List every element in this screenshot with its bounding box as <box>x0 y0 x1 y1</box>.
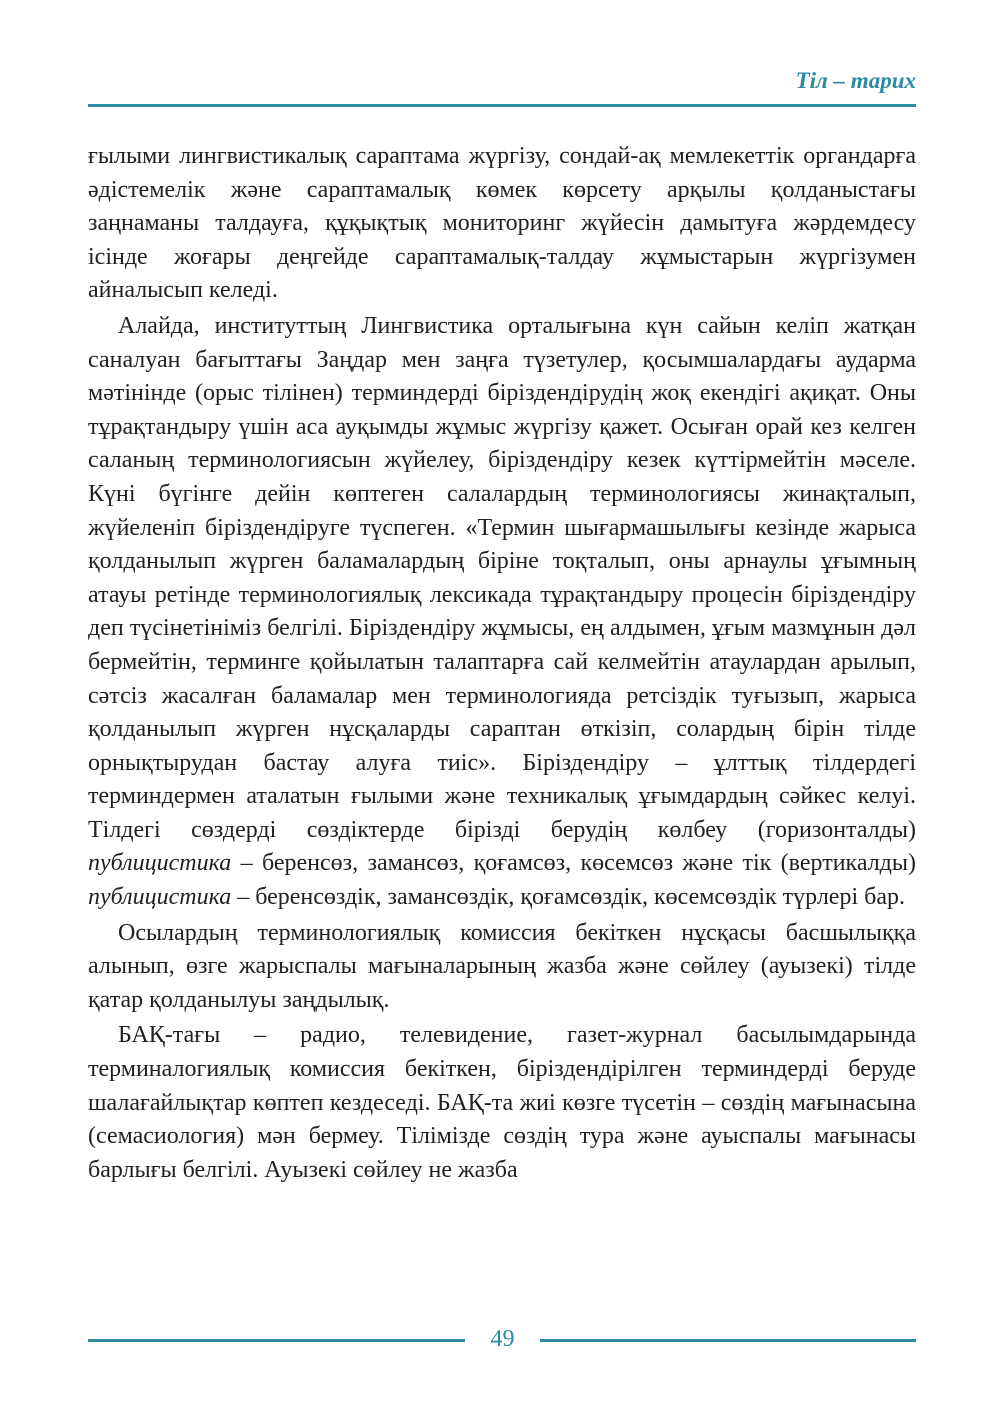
italic-term-1: публицистика <box>88 850 232 877</box>
footer-divider-left <box>88 1339 465 1342</box>
paragraph-2-part-b: – беренсөз, замансөз, қоғамсөз, көсемсөз және тік (вертикалды) <box>240 850 916 877</box>
paragraph-2 <box>88 310 916 915</box>
paragraph-2-part-c: – беренсөздік, замансөздік, қоғамсөздік, көсемсөздік түрлері бар. <box>237 884 905 911</box>
page-body <box>88 140 916 1189</box>
running-header-title: Тіл – тарих <box>795 68 916 93</box>
italic-term-2: публицистика <box>88 884 232 911</box>
header-divider <box>88 104 916 107</box>
paragraph-3: Осылардың терминологиялық комиссия бекіткен нұсқасы басшылыққа алынып, өзге жарыспалы мағыналарының жазба және сөйлеу (ауызекі) тілде қатар қолданылуы заңдылық. <box>88 919 916 1013</box>
footer-divider-right <box>540 1339 916 1342</box>
paragraph-1: ғылыми лингвистикалық сараптама жүргізу, сондай-ақ мемлекеттік органдарға әдістемелік және сараптамалық көмек көрсету арқылы қолданыстағы заңнаманы талдауға, құқықтық мониторинг жүйесін дамытуға жәрдемдесу ісінде жоғары деңгейде сараптамалық-талдау жұмыстарын жүргізумен айналысып келеді. <box>88 143 916 304</box>
page-number: 49 <box>490 1326 515 1352</box>
paragraph-4: БАҚ-тағы – радио, телевидение, газет-журнал басылымдарында терминалогиялық комиссия бекіткен, біріздендірілген терминдерді беруде шалағайлықтар көптеп кездеседі. БАҚ-та жиі көзге түсетін – сөздің мағынасына (семасиология) мән бермеу. Тілімізде сөздің тура және ауыспалы мағынасы барлығы белгілі. Ауызекі сөйлеу не жазба <box>88 1022 916 1183</box>
paragraph-2-part-a: Алайда, институттың Лингвистика орталығына күн сайын келіп жатқан саналуан бағыттағы Заңдар мен заңға түзетулер, қосымшалардағы аударма мәтінінде (орыс тілінен) терминдерді біріздендірудің жоқ екендігі ақиқат. Оны тұрақтандыру үшін аса ауқымды жұмыс жүргізу қажет. Осыған орай кез келген саланың терминологиясын жүйелеу, біріздендіру кезек күттірмейтін мәселе. Күні бүгінге дейін көптеген салалардың терминологиясы жинақталып, жүйеленіп біріздендіруге түспеген. «Термин шығармашылығы кезінде жарыса қолданылып жүрген баламалардың біріне тоқталып, оны арнаулы ұғымның атауы ретінде терминологиялық лексикада тұрақтандыру процесін біріздендіру деп түсінетініміз белгілі. Біріздендіру жұмысы, ең алдымен, ұғым мазмұнын дәл бермейтін, терминге қойылатын талаптарға сай келмейтін атаулардан арылып, сәтсіз жасалған баламалар мен терминологияда ретсіздік туғызып, жарыса қолданылып жүрген нұсқаларды сараптан өткізіп, солардың бірін тілде орнықтырудан бастау алуға тиіс». Біріздендіру – ұлттық тілдердегі терминдермен аталатын ғылыми және техникалық ұғымдардың сәйкес келуі. Тілдегі сөздерді сөздіктерде бірізді берудің көлбеу (горизонталды) <box>88 312 916 843</box>
